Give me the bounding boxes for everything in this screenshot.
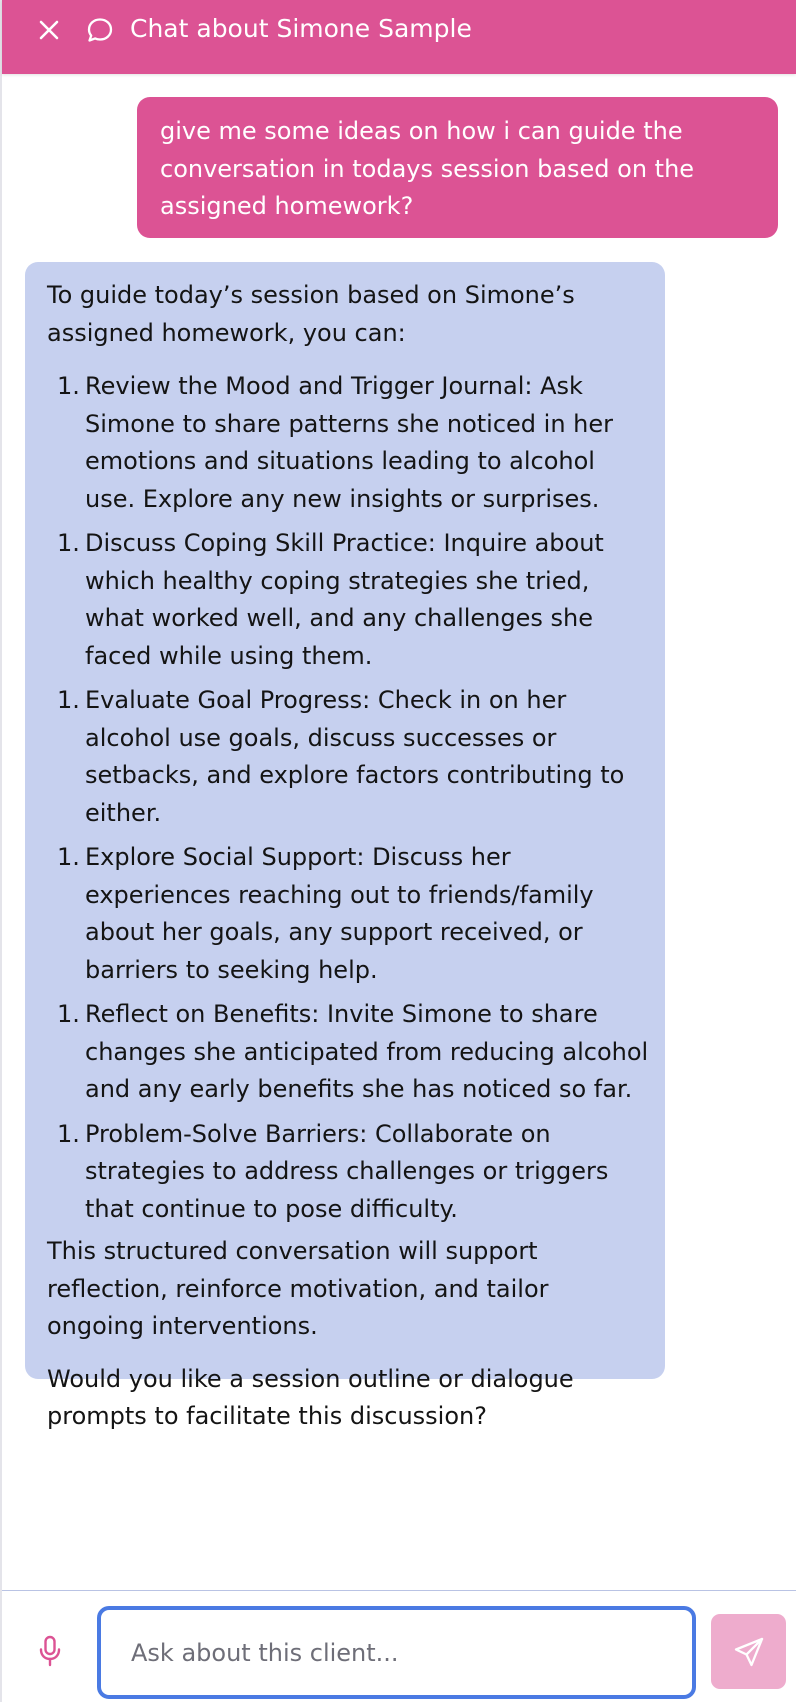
close-button[interactable] (32, 13, 66, 47)
user-message-text: give me some ideas on how i can guide the conversation in todays session based on the assigned homework? (160, 117, 695, 220)
user-message (137, 97, 778, 238)
chat-bubble-icon (84, 14, 116, 46)
list-item-number: 1. (57, 1000, 80, 1028)
list-item (47, 525, 651, 675)
close-icon (38, 19, 60, 41)
chat-header (2, 0, 796, 74)
assistant-followup-question: Would you like a session outline or dialogue prompts to facilitate this discussion? (47, 1364, 574, 1430)
list-item-text: Discuss Coping Skill Practice: Inquire about which healthy coping strategies she tried, what worked well, and any challenges she faced while using them. (85, 529, 604, 670)
list-item (47, 839, 651, 989)
microphone-icon (38, 1635, 62, 1667)
list-item (47, 1116, 651, 1229)
suggestion-list (47, 368, 651, 1228)
list-item-text: Problem-Solve Barriers: Collaborate on strategies to address challenges or triggers that continue to pose difficulty. (85, 1119, 609, 1223)
chat-title: Chat about Simone Sample (130, 14, 472, 43)
list-item-number: 1. (57, 529, 80, 557)
assistant-summary: This structured conversation will support reflection, reinforce motivation, and tailor ongoing interventions. (47, 1237, 549, 1340)
left-border (0, 0, 2, 1702)
list-item-text: Explore Social Support: Discuss her experiences reaching out to friends/family about her goals, any support received, or barriers to seeking help. (85, 843, 594, 984)
list-item-number: 1. (57, 372, 80, 400)
send-icon (733, 1636, 765, 1668)
assistant-message (25, 262, 665, 1430)
composer-divider (2, 1590, 796, 1591)
list-item (47, 368, 651, 518)
list-item-text: Evaluate Goal Progress: Check in on her alcohol use goals, discuss successes or setbacks, and explore factors contributing to either. (85, 686, 625, 827)
microphone-button[interactable] (34, 1633, 66, 1669)
list-item (47, 682, 651, 832)
list-item-text: Reflect on Benefits: Invite Simone to share changes she anticipated from reducing alcohol and any early benefits she has noticed so far. (85, 1000, 649, 1103)
list-item-number: 1. (57, 1119, 80, 1148)
list-item-number: 1. (57, 843, 80, 871)
send-button[interactable] (711, 1614, 786, 1689)
list-item-text: Review the Mood and Trigger Journal: Ask Simone to share patterns she noticed in her emotions and situations leading to alcohol use. Explore any new insights or surprises. (85, 372, 614, 513)
assistant-intro: To guide today’s session based on Simone’s assigned homework, you can: (47, 281, 575, 347)
list-item-number: 1. (57, 686, 80, 714)
list-item (47, 996, 651, 1109)
chat-input[interactable] (97, 1606, 696, 1699)
